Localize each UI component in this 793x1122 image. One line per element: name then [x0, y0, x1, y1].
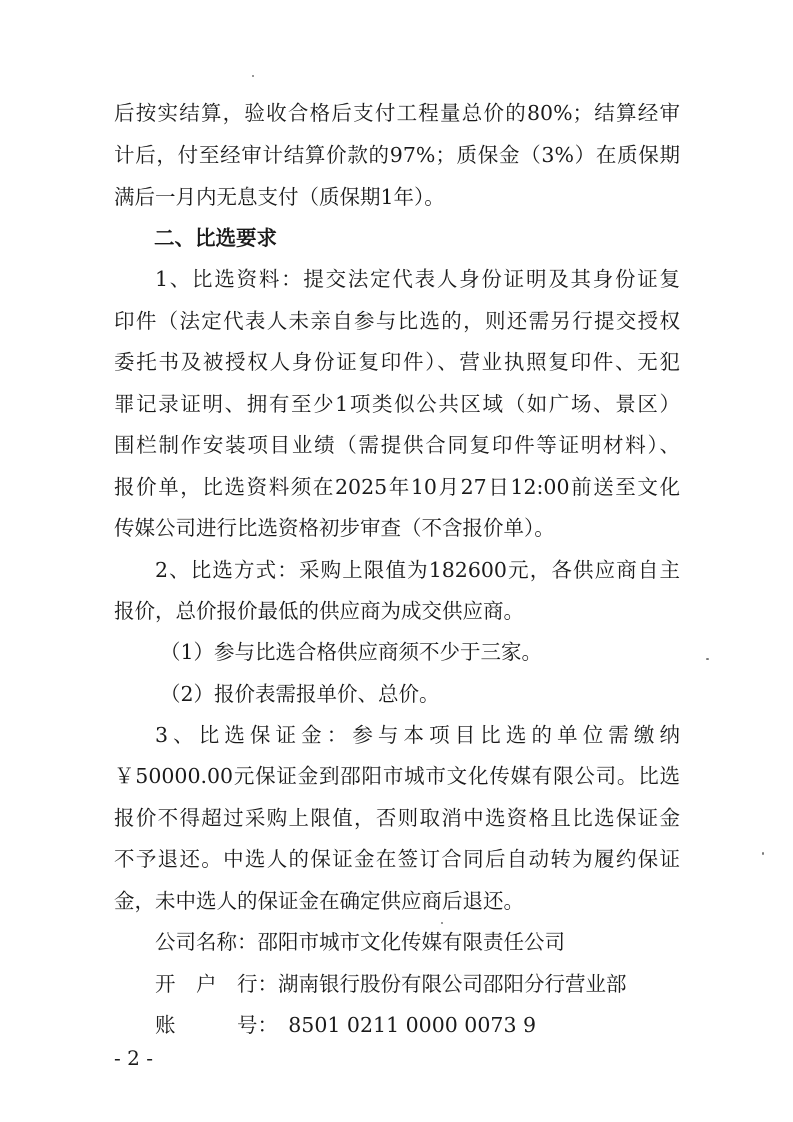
- paragraph-line: 报价单，比选资料须在2025年10月27日12:00前送至文化: [114, 475, 680, 499]
- page-number: - 2 -: [114, 1046, 153, 1070]
- scan-speck: [441, 922, 443, 924]
- scan-speck: [762, 852, 764, 855]
- list-item: （1）参与比选合格供应商须不少于三家。: [160, 640, 543, 664]
- paragraph-line: 报价不得超过采购上限值，否则取消中选资格且比选保证金: [114, 806, 680, 830]
- list-item: （2）报价表需报单价、总价。: [160, 682, 440, 706]
- paragraph-line: 围栏制作安装项目业绩（需提供合同复印件等证明材料）、: [114, 433, 680, 457]
- paragraph-line: 满后一月内无息支付（质保期1年）。: [114, 185, 445, 209]
- scan-speck: [252, 75, 254, 77]
- paragraph-line: ￥50000.00元保证金到邵阳市城市文化传媒有限公司。比选: [114, 764, 680, 788]
- paragraph-line: 1、比选资料：提交法定代表人身份证明及其身份证复: [155, 267, 680, 291]
- scan-speck: [706, 658, 709, 660]
- company-name-line: 公司名称：邵阳市城市文化传媒有限责任公司: [155, 930, 565, 954]
- paragraph-line: 金，未中选人的保证金在确定供应商后退还。: [114, 889, 524, 913]
- paragraph-line: 报价，总价报价最低的供应商为成交供应商。: [114, 599, 524, 623]
- paragraph-line: 罪记录证明、拥有至少1项类似公共区域（如广场、景区）: [114, 392, 680, 416]
- paragraph-line: 3、比选保证金：参与本项目比选的单位需缴纳: [155, 723, 680, 747]
- paragraph-line: 计后，付至经审计结算价款的97%；质保金（3%）在质保期: [114, 143, 680, 167]
- paragraph-line: 后按实结算，验收合格后支付工程量总价的80%；结算经审: [114, 101, 680, 125]
- paragraph-line: 传媒公司进行比选资格初步审查（不含报价单）。: [114, 516, 555, 540]
- section-heading: 二、比选要求: [154, 226, 277, 250]
- account-number-line: 账 号： 8501 0211 0000 0073 9: [155, 1013, 537, 1037]
- paragraph-line: 不予退还。中选人的保证金在签订合同后自动转为履约保证: [114, 847, 680, 871]
- paragraph-line: 印件（法定代表人未亲自参与比选的，则还需另行提交授权: [114, 309, 680, 333]
- paragraph-line: 2、比选方式：采购上限值为182600元，各供应商自主: [155, 558, 680, 582]
- bank-line: 开 户 行：湖南银行股份有限公司邵阳分行营业部: [155, 972, 627, 996]
- paragraph-line: 委托书及被授权人身份证复印件）、营业执照复印件、无犯: [114, 350, 680, 374]
